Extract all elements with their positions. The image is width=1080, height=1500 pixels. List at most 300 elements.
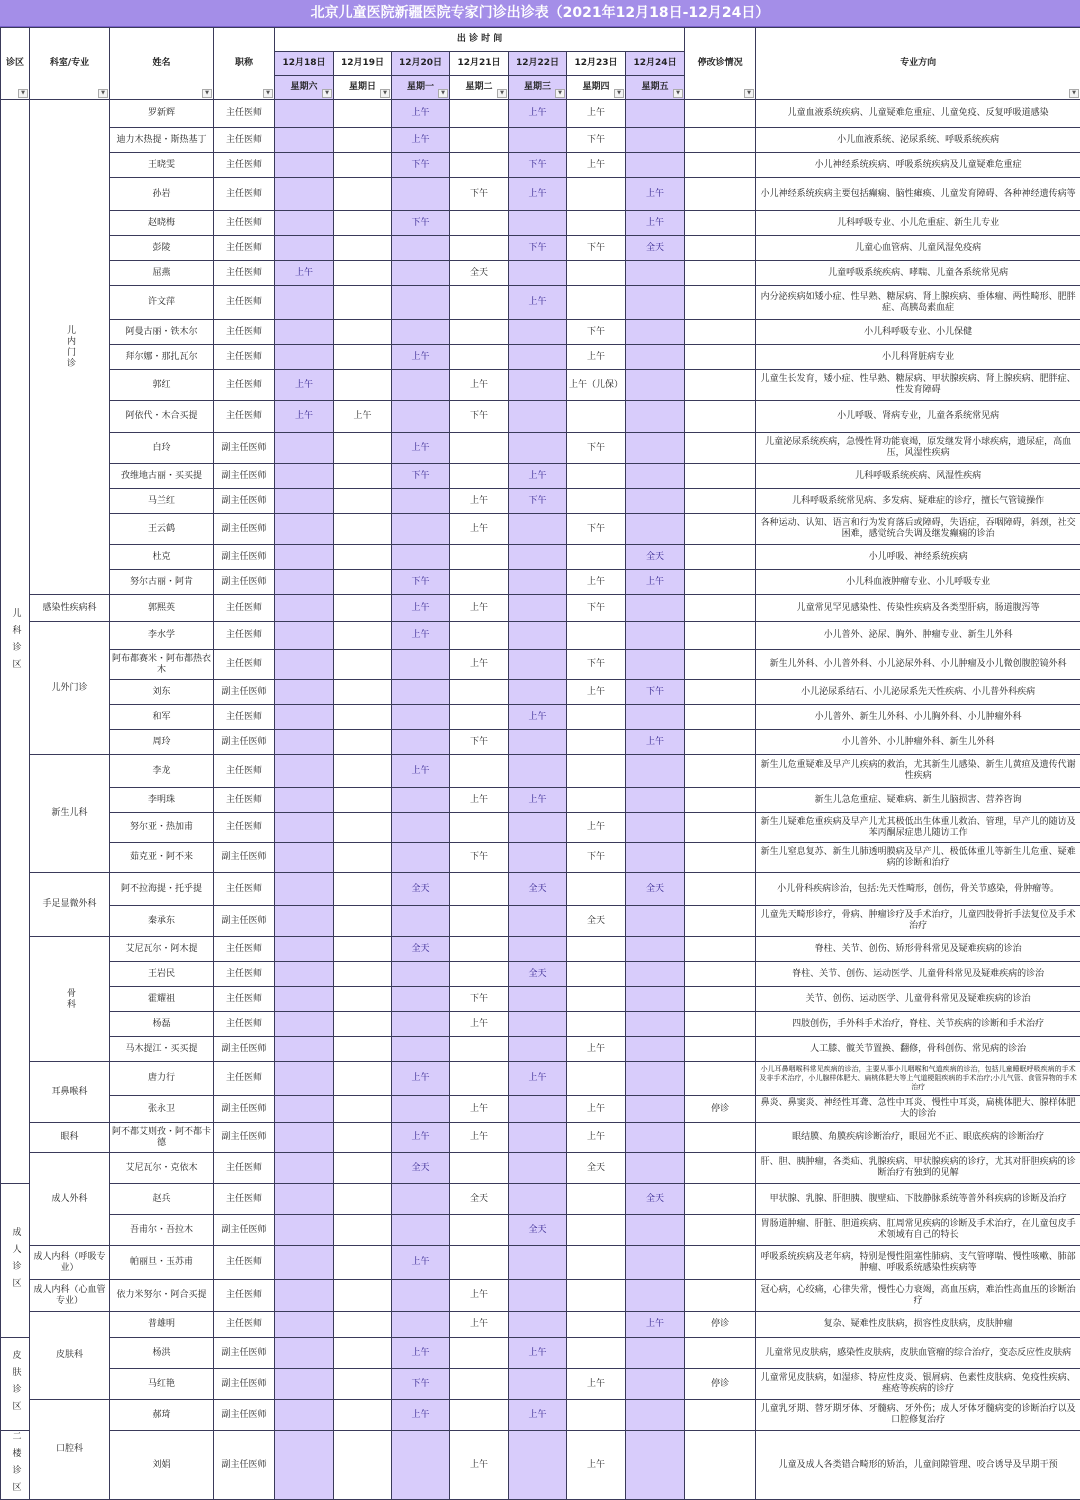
filter-dropdown-icon[interactable]: ▼	[263, 89, 273, 98]
specialty-cell: 小儿科呼吸专业、小儿保健	[756, 320, 1080, 345]
schedule-cell	[626, 261, 685, 286]
schedule-cell	[567, 401, 626, 433]
schedule-cell	[334, 153, 392, 178]
doctor-title: 主任医师	[214, 962, 275, 987]
schedule-cell	[275, 100, 334, 128]
table-row	[1, 937, 1080, 962]
schedule-cell	[392, 788, 450, 813]
schedule-cell	[450, 570, 509, 595]
schedule-cell	[626, 1062, 685, 1096]
schedule-cell	[334, 261, 392, 286]
doctor-title: 主任医师	[214, 236, 275, 261]
filter-dropdown-icon[interactable]: ▼	[1069, 89, 1079, 98]
schedule-cell	[450, 873, 509, 906]
schedule-cell	[275, 730, 334, 755]
table-row	[1, 1096, 1080, 1123]
remark-cell	[685, 1062, 756, 1096]
table-row	[1, 489, 1080, 514]
schedule-cell	[275, 906, 334, 937]
schedule-cell: 上午	[450, 788, 509, 813]
schedule-cell: 上午	[275, 261, 334, 286]
remark-cell	[685, 261, 756, 286]
schedule-cell	[450, 153, 509, 178]
schedule-cell	[334, 489, 392, 514]
table-row	[1, 1062, 1080, 1096]
schedule-cell	[334, 286, 392, 320]
page-title: 北京儿童医院新疆医院专家门诊出诊表（2021年12月18日-12月24日）	[0, 0, 1080, 27]
schedule-cell: 上午	[275, 370, 334, 401]
doctor-title: 主任医师	[214, 650, 275, 680]
specialty-cell: 新生儿危重疑难及早产儿疾病的救治，尤其新生儿感染、新生儿黄疸及遗传代谢性疾病	[756, 755, 1080, 788]
filter-dropdown-icon[interactable]: ▼	[673, 89, 683, 98]
schedule-cell	[334, 937, 392, 962]
table-row	[1, 873, 1080, 906]
schedule-cell: 全天	[626, 545, 685, 570]
schedule-cell	[334, 320, 392, 345]
schedule-cell	[392, 813, 450, 843]
schedule-cell	[626, 987, 685, 1012]
schedule-cell	[275, 1062, 334, 1096]
schedule-cell	[626, 401, 685, 433]
schedule-cell	[275, 1400, 334, 1431]
schedule-cell	[626, 1280, 685, 1312]
dept-label: 成人外科	[30, 1153, 110, 1246]
table-row	[1, 1338, 1080, 1369]
schedule-cell	[450, 962, 509, 987]
table-row	[1, 680, 1080, 705]
doctor-title: 副主任医师	[214, 570, 275, 595]
schedule-cell	[567, 178, 626, 211]
schedule-cell: 上午	[626, 1312, 685, 1338]
schedule-cell: 上午	[392, 1338, 450, 1369]
schedule-cell	[509, 570, 567, 595]
specialty-cell: 新生儿窒息复苏、新生儿肺透明膜病及早产儿、极低体重儿等新生儿危重、疑难病的诊断和治疗	[756, 843, 1080, 873]
doctor-name: 李水学	[110, 622, 214, 650]
schedule-cell	[509, 1280, 567, 1312]
schedule-cell	[567, 1184, 626, 1215]
dept-label: 成人内科（心血管专业）	[30, 1280, 110, 1312]
schedule-cell	[275, 236, 334, 261]
schedule-cell: 上午	[567, 345, 626, 370]
remark-cell	[685, 1400, 756, 1431]
schedule-cell	[275, 1246, 334, 1280]
schedule-cell: 全天	[450, 1184, 509, 1215]
remark-cell	[685, 320, 756, 345]
schedule-cell	[450, 286, 509, 320]
schedule-cell	[275, 813, 334, 843]
schedule-cell	[626, 843, 685, 873]
doctor-title: 副主任医师	[214, 680, 275, 705]
doctor-name: 霍耀祖	[110, 987, 214, 1012]
schedule-cell	[392, 1280, 450, 1312]
schedule-cell	[450, 236, 509, 261]
schedule-cell	[275, 1215, 334, 1246]
doctor-name: 郭红	[110, 370, 214, 401]
remark-cell	[685, 433, 756, 464]
table-row	[1, 1184, 1080, 1215]
specialty-cell: 儿科呼吸专业、小儿危重症、新生儿专业	[756, 211, 1080, 236]
schedule-cell: 上午	[392, 345, 450, 370]
table-row	[1, 906, 1080, 937]
remark-cell	[685, 370, 756, 401]
schedule-cell	[334, 1037, 392, 1062]
schedule-cell	[509, 813, 567, 843]
doctor-title: 主任医师	[214, 873, 275, 906]
specialty-cell: 新生儿外科、小儿普外科、小儿泌尿外科、小儿肿瘤及小儿微创腹腔镜外科	[756, 650, 1080, 680]
schedule-cell	[567, 755, 626, 788]
specialty-cell: 儿科呼吸系统疾病、风湿性疾病	[756, 464, 1080, 489]
schedule-cell	[509, 730, 567, 755]
remark-cell	[685, 1123, 756, 1153]
doctor-name: 李龙	[110, 755, 214, 788]
specialty-cell: 儿童常见罕见感染性、传染性疾病及各类型肝病，肠道腹泻等	[756, 595, 1080, 622]
schedule-cell	[450, 128, 509, 153]
doctor-title: 主任医师	[214, 1312, 275, 1338]
filter-dropdown-icon[interactable]: ▼	[202, 89, 212, 98]
schedule-cell	[275, 464, 334, 489]
schedule-cell	[334, 1012, 392, 1037]
remark-cell	[685, 153, 756, 178]
header-zone: 诊区 ▼	[1, 28, 30, 100]
schedule-cell	[450, 545, 509, 570]
doctor-name: 刘娟	[110, 1431, 214, 1500]
schedule-cell	[509, 1369, 567, 1400]
doctor-title: 主任医师	[214, 987, 275, 1012]
remark-cell	[685, 755, 756, 788]
doctor-title: 主任医师	[214, 622, 275, 650]
remark-cell: 停诊	[685, 1312, 756, 1338]
schedule-cell	[450, 705, 509, 730]
schedule-cell	[567, 788, 626, 813]
schedule-cell	[626, 433, 685, 464]
schedule-cell: 上午	[450, 1431, 509, 1500]
schedule-cell	[392, 320, 450, 345]
schedule-cell	[275, 320, 334, 345]
schedule-cell	[567, 1215, 626, 1246]
remark-cell	[685, 489, 756, 514]
schedule-cell: 上午	[392, 128, 450, 153]
remark-cell	[685, 236, 756, 261]
table-row	[1, 1215, 1080, 1246]
dept-label: 感染性疾病科	[30, 595, 110, 622]
doctor-name: 屈燕	[110, 261, 214, 286]
schedule-cell	[275, 128, 334, 153]
schedule-cell	[334, 1184, 392, 1215]
schedule-cell	[275, 1338, 334, 1369]
header-specialty: 专业方向 ▼	[756, 28, 1080, 100]
schedule-cell	[334, 100, 392, 128]
doctor-name: 王岩民	[110, 962, 214, 987]
schedule-cell	[567, 1246, 626, 1280]
schedule-cell	[275, 345, 334, 370]
schedule-cell: 上午	[509, 464, 567, 489]
schedule-cell	[275, 987, 334, 1012]
specialty-cell: 新生儿疑难危重疾病及早产儿尤其极低出生体重儿救治、管理，早产儿的随访及苯丙酮尿症患儿随访工作	[756, 813, 1080, 843]
schedule-cell: 上午	[567, 100, 626, 128]
schedule-cell	[275, 1096, 334, 1123]
filter-dropdown-icon[interactable]: ▼	[744, 89, 754, 98]
doctor-title: 副主任医师	[214, 1123, 275, 1153]
schedule-cell	[450, 1400, 509, 1431]
doctor-name: 唐力行	[110, 1062, 214, 1096]
remark-cell	[685, 1246, 756, 1280]
doctor-title: 主任医师	[214, 937, 275, 962]
schedule-cell: 上午	[450, 370, 509, 401]
schedule-table	[0, 27, 1080, 1500]
table-row	[1, 813, 1080, 843]
schedule-cell: 下午	[450, 843, 509, 873]
schedule-cell	[567, 987, 626, 1012]
specialty-cell: 小儿普外、新生儿外科、小儿胸外科、小儿肿瘤外科	[756, 705, 1080, 730]
table-row	[1, 514, 1080, 545]
remark-cell	[685, 514, 756, 545]
schedule-cell	[334, 1431, 392, 1500]
schedule-cell	[275, 937, 334, 962]
doctor-title: 副主任医师	[214, 730, 275, 755]
remark-cell	[685, 178, 756, 211]
schedule-cell	[450, 755, 509, 788]
doctor-name: 茹克亚・阿不来	[110, 843, 214, 873]
schedule-cell	[334, 1153, 392, 1184]
filter-dropdown-icon[interactable]: ▼	[98, 89, 108, 98]
dept-label: 眼科	[30, 1123, 110, 1153]
schedule-cell	[450, 211, 509, 236]
remark-cell	[685, 211, 756, 236]
schedule-cell	[275, 1280, 334, 1312]
schedule-cell	[626, 345, 685, 370]
filter-dropdown-icon[interactable]: ▼	[555, 89, 565, 98]
schedule-cell	[626, 1153, 685, 1184]
schedule-cell	[450, 1369, 509, 1400]
doctor-name: 阿布都赛米・阿布都热衣木	[110, 650, 214, 680]
schedule-cell	[334, 345, 392, 370]
schedule-cell	[334, 622, 392, 650]
schedule-cell	[334, 1215, 392, 1246]
doctor-title: 主任医师	[214, 1012, 275, 1037]
schedule-cell: 全天	[509, 962, 567, 987]
table-row	[1, 987, 1080, 1012]
schedule-cell	[626, 962, 685, 987]
specialty-cell: 小儿普外、小儿肿瘤外科、新生儿外科	[756, 730, 1080, 755]
schedule-cell	[450, 813, 509, 843]
schedule-cell	[626, 1096, 685, 1123]
schedule-cell: 上午	[450, 595, 509, 622]
doctor-name: 阿曼古丽・铁木尔	[110, 320, 214, 345]
doctor-title: 副主任医师	[214, 906, 275, 937]
schedule-cell	[509, 1184, 567, 1215]
schedule-cell	[392, 1215, 450, 1246]
schedule-cell	[567, 1400, 626, 1431]
schedule-cell	[626, 286, 685, 320]
specialty-cell: 儿童乳牙期、替牙期牙体、牙髓病、牙外伤；成人牙体牙髓病变的诊断治疗以及口腔修复治疗	[756, 1400, 1080, 1431]
remark-cell	[685, 1012, 756, 1037]
dept-label: 新生儿科	[30, 755, 110, 873]
schedule-cell	[334, 236, 392, 261]
doctor-name: 赵晓梅	[110, 211, 214, 236]
schedule-cell	[334, 1400, 392, 1431]
doctor-name: 阿不拉海提・托乎提	[110, 873, 214, 906]
schedule-cell: 下午	[450, 987, 509, 1012]
schedule-cell: 下午	[392, 1369, 450, 1400]
schedule-cell: 全天	[626, 873, 685, 906]
schedule-cell	[626, 1369, 685, 1400]
schedule-cell	[567, 873, 626, 906]
schedule-cell: 下午	[567, 843, 626, 873]
schedule-cell	[392, 489, 450, 514]
schedule-cell: 下午	[509, 153, 567, 178]
schedule-cell	[509, 433, 567, 464]
schedule-cell	[334, 730, 392, 755]
filter-dropdown-icon[interactable]: ▼	[497, 89, 507, 98]
schedule-cell	[392, 650, 450, 680]
doctor-name: 艾尼瓦尔・阿木提	[110, 937, 214, 962]
schedule-cell	[334, 211, 392, 236]
doctor-name: 艾尼瓦尔・克依木	[110, 1153, 214, 1184]
schedule-cell	[567, 545, 626, 570]
header-date: 12月22日	[509, 52, 567, 76]
schedule-cell	[392, 514, 450, 545]
schedule-cell	[626, 514, 685, 545]
filter-dropdown-icon[interactable]: ▼	[614, 89, 624, 98]
schedule-cell	[509, 370, 567, 401]
table-row	[1, 570, 1080, 595]
schedule-cell	[275, 178, 334, 211]
filter-dropdown-icon[interactable]: ▼	[380, 89, 390, 98]
remark-cell	[685, 705, 756, 730]
schedule-cell: 上午	[626, 730, 685, 755]
doctor-name: 罗新辉	[110, 100, 214, 128]
schedule-cell	[275, 843, 334, 873]
schedule-cell	[450, 1153, 509, 1184]
specialty-cell: 新生儿急危重症、疑难病、新生儿脑损害、营养咨询	[756, 788, 1080, 813]
schedule-cell	[567, 622, 626, 650]
doctor-title: 主任医师	[214, 370, 275, 401]
schedule-cell	[450, 1338, 509, 1369]
doctor-title: 副主任医师	[214, 1338, 275, 1369]
schedule-cell: 下午	[509, 489, 567, 514]
dept-label: 儿内门诊	[30, 100, 110, 595]
schedule-cell	[509, 1123, 567, 1153]
schedule-cell: 上午	[626, 211, 685, 236]
schedule-cell	[626, 464, 685, 489]
doctor-title: 主任医师	[214, 286, 275, 320]
specialty-cell: 小儿普外、泌尿、胸外、肿瘤专业、新生儿外科	[756, 622, 1080, 650]
schedule-cell	[334, 128, 392, 153]
schedule-cell: 上午	[392, 1123, 450, 1153]
doctor-title: 副主任医师	[214, 1369, 275, 1400]
schedule-cell: 下午	[567, 320, 626, 345]
remark-cell	[685, 286, 756, 320]
dept-label: 成人内科（呼吸专业）	[30, 1246, 110, 1280]
schedule-cell	[509, 1037, 567, 1062]
schedule-cell: 下午	[450, 178, 509, 211]
doctor-title: 主任医师	[214, 595, 275, 622]
filter-dropdown-icon[interactable]: ▼	[322, 89, 332, 98]
schedule-cell	[450, 622, 509, 650]
schedule-cell: 上午	[450, 1123, 509, 1153]
remark-cell	[685, 1280, 756, 1312]
specialty-cell: 小儿泌尿系结石、小儿泌尿系先天性疾病、小儿普外科疾病	[756, 680, 1080, 705]
schedule-cell	[334, 987, 392, 1012]
specialty-cell: 儿童生长发育，矮小症、性早熟、糖尿病、甲状腺疾病、肾上腺疾病、肥胖症、性发育障碍	[756, 370, 1080, 401]
doctor-title: 副主任医师	[214, 1096, 275, 1123]
schedule-cell	[567, 1062, 626, 1096]
doctor-title: 主任医师	[214, 1184, 275, 1215]
schedule-cell: 上午	[509, 286, 567, 320]
schedule-cell	[450, 1062, 509, 1096]
schedule-cell	[450, 345, 509, 370]
table-row	[1, 464, 1080, 489]
schedule-cell	[334, 545, 392, 570]
remark-cell	[685, 128, 756, 153]
schedule-cell	[392, 370, 450, 401]
schedule-cell	[509, 514, 567, 545]
schedule-cell	[509, 1431, 567, 1500]
header-name: 姓名 ▼	[110, 28, 214, 100]
remark-cell	[685, 401, 756, 433]
specialty-cell: 小儿科肾脏病专业	[756, 345, 1080, 370]
filter-dropdown-icon[interactable]: ▼	[18, 89, 28, 98]
specialty-cell: 小儿神经系统疾病、呼吸系统疾病及儿童疑难危重症	[756, 153, 1080, 178]
schedule-cell	[626, 489, 685, 514]
schedule-cell	[626, 906, 685, 937]
schedule-cell	[567, 464, 626, 489]
header-weekday: 星期三 ▼	[509, 76, 567, 100]
schedule-cell	[509, 987, 567, 1012]
table-row	[1, 595, 1080, 622]
schedule-cell: 全天	[626, 1184, 685, 1215]
doctor-title: 主任医师	[214, 345, 275, 370]
remark-cell	[685, 680, 756, 705]
remark-cell: 停诊	[685, 1369, 756, 1400]
schedule-cell	[275, 1312, 334, 1338]
table-row	[1, 1153, 1080, 1184]
remark-cell	[685, 906, 756, 937]
schedule-cell	[275, 1431, 334, 1500]
schedule-cell	[509, 545, 567, 570]
schedule-cell: 上午	[509, 705, 567, 730]
doctor-name: 孜维地古丽・买买提	[110, 464, 214, 489]
table-row	[1, 622, 1080, 650]
table-row	[1, 286, 1080, 320]
table-row	[1, 153, 1080, 178]
schedule-cell	[334, 1123, 392, 1153]
specialty-cell: 小儿骨科疾病诊治，包括:先天性畸形，创伤，骨关节感染，骨肿瘤等。	[756, 873, 1080, 906]
schedule-cell	[509, 843, 567, 873]
specialty-cell: 儿童血液系统疾病、儿童疑难危重症、儿童免疫、反复呼吸道感染	[756, 100, 1080, 128]
doctor-name: 杨洪	[110, 1338, 214, 1369]
doctor-name: 刘东	[110, 680, 214, 705]
schedule-cell: 下午	[509, 236, 567, 261]
doctor-title: 主任医师	[214, 705, 275, 730]
schedule-cell	[334, 1369, 392, 1400]
specialty-cell: 儿童常见皮肤病，如湿疹、特应性皮炎、银屑病、色素性皮肤病、免疫性疾病、痤疮等疾病的诊疗	[756, 1369, 1080, 1400]
doctor-title: 副主任医师	[214, 464, 275, 489]
schedule-cell	[392, 843, 450, 873]
schedule-cell	[275, 1037, 334, 1062]
schedule-cell: 上午	[392, 1400, 450, 1431]
specialty-cell: 儿科呼吸系统常见病、多发病、疑难症的诊疗，擅长气管镜操作	[756, 489, 1080, 514]
doctor-title: 副主任医师	[214, 843, 275, 873]
filter-dropdown-icon[interactable]: ▼	[438, 89, 448, 98]
schedule-cell: 上午	[567, 1431, 626, 1500]
schedule-cell	[509, 345, 567, 370]
schedule-cell	[626, 370, 685, 401]
schedule-cell	[509, 622, 567, 650]
schedule-cell	[334, 1280, 392, 1312]
doctor-name: 阿不都艾则孜・阿不都卡德	[110, 1123, 214, 1153]
schedule-cell: 下午	[392, 570, 450, 595]
